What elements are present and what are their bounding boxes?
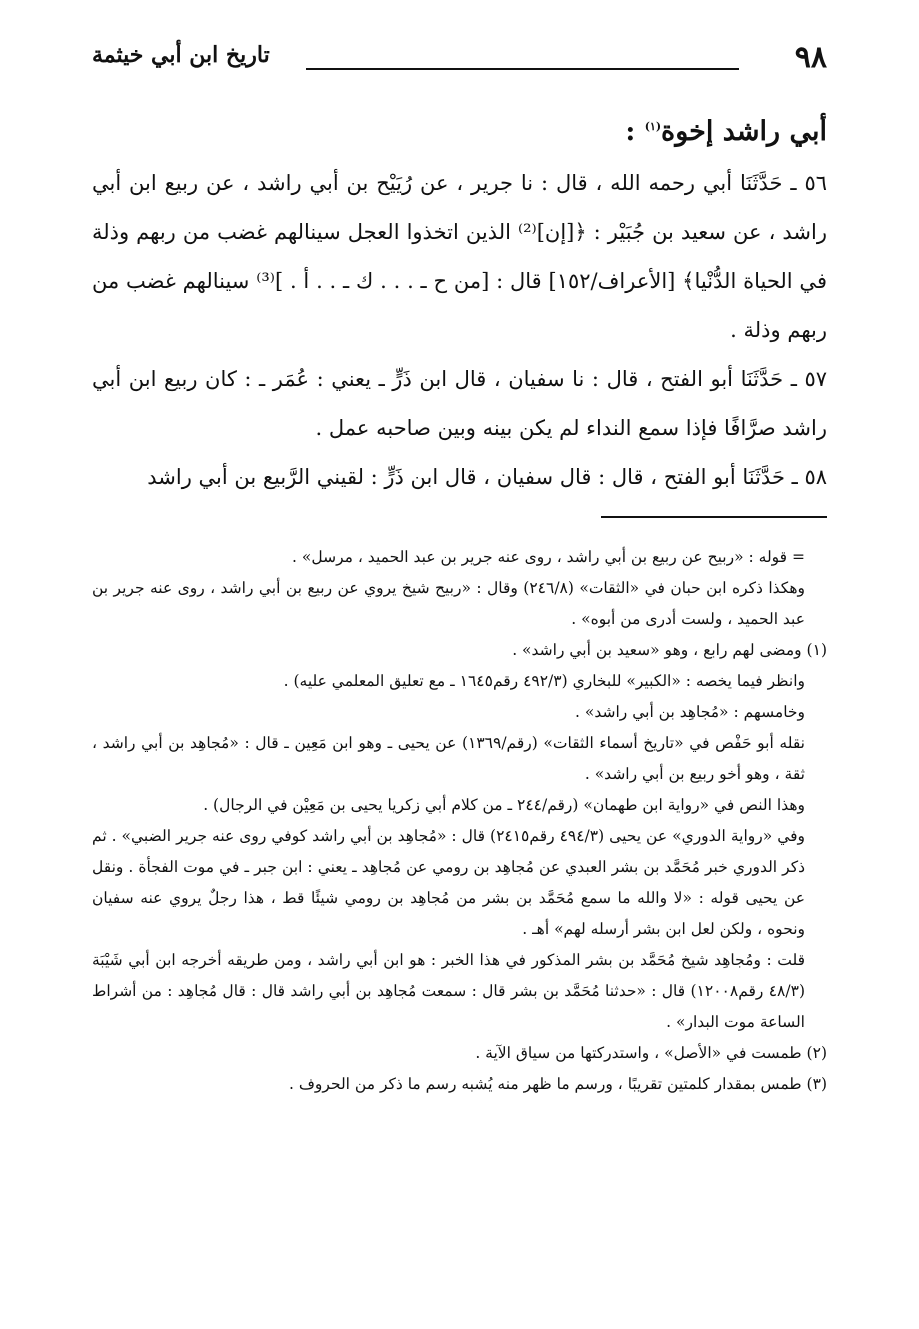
section-title [92,100,827,159]
section-title-colon: : [625,116,645,147]
footnote-2: (٢) طمست في «الأصل» ، واستدركتها من سياق الآية . [475,1044,827,1062]
footnote-line: وهذا النص في «رواية ابن طهمان» (رقم/٢٤٤ ـ من كلام أبي زكريا يحيى بن مَعِيْن في الرجال) . [203,796,805,814]
footnote-line: = قوله : «ربيح عن ربيع بن أبي راشد ، روى عنه جرير بن عبد الحميد ، مرسل» . [292,548,805,566]
footnote-marker: (١) [644,120,662,133]
running-title: تاريخ ابن أبي خيثمة [92,42,270,68]
page-number: ٩٨ [794,40,827,75]
hadith-56: ٥٦ ـ حَدَّثَنَا أبي رحمه الله ، قال : نا جرير ، عن رُيَيْح بن أبي راشد ، عن ربيع ابن أبي راشد ، عن سعيد بن جُبَيْر : ﴿[إن]⁽²⁾ الذين اتخذوا العجل سينالهم غضب من ربهم وذلة في الحياة الدُّنْيا﴾ [الأعراف/١٥٢] قال : [من ح ـ . . . ك ـ . . أ . ]⁽³⁾ سينالهم غضب من ربهم وذلة . [92,171,827,342]
footnote-line: وخامسهم : «مُجاهِد بن أبي راشد» . [575,703,805,721]
main-text [92,100,827,502]
footnote-1: (١) ومضى لهم رابع ، وهو «سعيد بن أبي راشد» . [512,641,827,659]
hadith-58: ٥٨ ـ حَدَّثَنَا أبو الفتح ، قال : قال سفيان ، قال ابن ذَرٍّ : لقيني الرَّبيع بن أبي راشد [147,465,827,489]
header-rule [306,68,739,70]
footnotes [92,542,827,1100]
footnote-line: قلت : ومُجاهِد شيخ مُحَمَّد بن بشر المذكور في هذا الخبر : هو ابن أبي راشد ، ومن طريقه أخرجه ابن أبي شَيْبَة (٤٨/٣ رقم١٢٠٠٨) قال : «حدثنا مُحَمَّد بن بشر قال : سمعت مُجاهِد بن أبي راشد قال : قال مُجاهِد : من أشراط الساعة موت البدار» . [92,951,805,1031]
section-title-text: أبي راشد إخوة [661,116,827,147]
footnote-3: (٣) طمس بمقدار كلمتين تقريبًا ، ورسم ما ظهر منه يُشبه رسم ما ذكر من الحروف . [289,1075,827,1093]
page-header [92,38,827,78]
hadith-57: ٥٧ ـ حَدَّثَنَا أبو الفتح ، قال : نا سفيان ، قال ابن ذَرٍّ ـ يعني : عُمَر ـ : كان ربيع ابن أبي راشد صرَّافًا فإذا سمع النداء لم يكن بينه وبين صاحبه عمل . [92,367,827,440]
footnote-line: وهكذا ذكره ابن حبان في «الثقات» (٢٤٦/٨) وقال : «ربيح شيخ يروي عن ربيع بن أبي راشد ، روى عنه جرير بن عبد الحميد ، ولست أدرى من أبوه» . [92,579,805,628]
footnote-line: وانظر فيما يخصه : «الكبير» للبخاري (٤٩٢/٣ رقم١٦٤٥ ـ مع تعليق المعلمي عليه) . [283,672,805,690]
footnote-line: نقله أبو حَفْص في «تاريخ أسماء الثقات» (رقم/١٣٦٩) عن يحيى ـ وهو ابن مَعِين ـ قال : «مُجاهِد بن أبي راشد ، ثقة ، وهو أخو ربيع بن أبي راشد» . [92,734,805,783]
footnote-separator [601,516,827,518]
footnote-line: وفي «رواية الدوري» عن يحيى (٤٩٤/٣ رقم٢٤١٥) قال : «مُجاهِد بن أبي راشد كوفي روى عنه جرير الضبي» . ثم ذكر الدوري خبر مُحَمَّد بن بشر العبدي عن مُجاهِد بن رومي عن مُجاهِد ـ يعني : ابن جبر ـ في موت الفجأة . ونقل عن يحيى قوله : «لا والله ما سمع مُحَمَّد بن بشر من مُجاهِد بن رومي شيئًا قط ، هذا رجلٌ يروي عنه سفيان ونحوه ، ولكن لعل ابن بشر أرسله لهم» أهـ . [92,827,806,938]
